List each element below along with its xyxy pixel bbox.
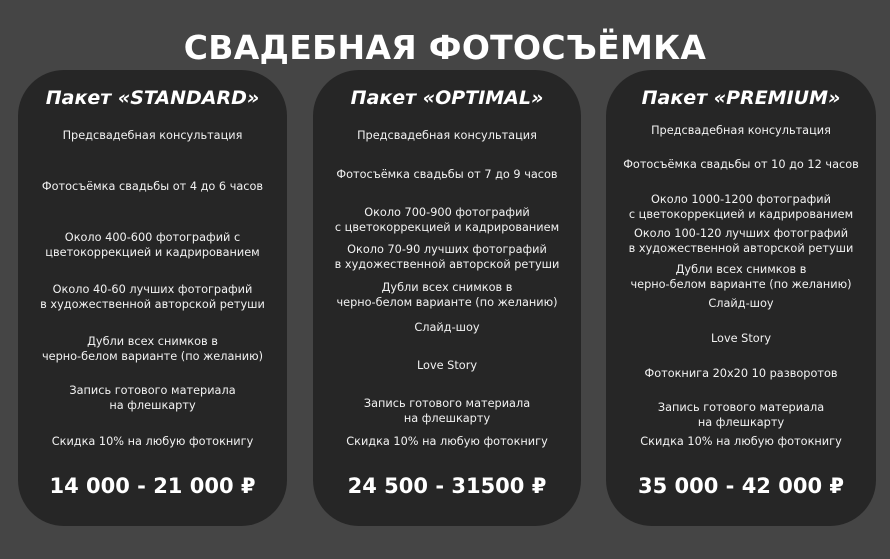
package-feature: Love Story xyxy=(416,359,478,372)
package-feature: Фотосъёмка свадьбы от 7 до 9 часов xyxy=(336,168,558,181)
package-title: Пакет «STANDARD» xyxy=(45,87,260,109)
package-card-premium xyxy=(606,70,876,526)
package-feature: Дубли всех снимков в черно-белом варианте (по желанию) xyxy=(630,263,852,291)
package-title: Пакет «PREMIUM» xyxy=(641,87,841,109)
package-title: Пакет «OPTIMAL» xyxy=(350,87,544,109)
page-title: СВАДЕБНАЯ ФОТОСЪЁМКА xyxy=(183,28,707,67)
package-feature: Love Story xyxy=(710,332,772,345)
package-feature: Предсвадебная консультация xyxy=(62,129,243,142)
package-price: 24 500 - 31500 ₽ xyxy=(347,474,547,498)
package-feature: Дубли всех снимков в черно-белом варианте (по желанию) xyxy=(336,281,558,309)
package-feature: Запись готового материала на флешкарту xyxy=(69,384,236,412)
package-feature: Скидка 10% на любую фотокнигу xyxy=(640,435,842,448)
package-feature: Предсвадебная консультация xyxy=(357,129,537,142)
package-feature: Скидка 10% на любую фотокнигу xyxy=(346,435,548,448)
package-feature: Около 400-600 фотографий с цветокоррекцией и кадрированием xyxy=(45,231,260,259)
package-feature: Фотокнига 20х20 10 разворотов xyxy=(644,367,838,380)
package-feature: Около 100-120 лучших фотографий в художественной авторской ретуши xyxy=(628,227,854,255)
package-feature: Около 700-900 фотографий с цветокоррекцией и кадрированием xyxy=(334,206,560,234)
package-feature: Запись готового материала на флешкарту xyxy=(657,401,825,429)
package-feature: Слайд-шоу xyxy=(708,297,774,310)
package-feature: Около 70-90 лучших фотографий в художественной авторской ретуши xyxy=(334,243,560,271)
package-feature: Около 40-60 лучших фотографий в художественной авторской ретуши xyxy=(40,283,265,311)
package-card-optimal xyxy=(313,70,581,526)
package-price: 14 000 - 21 000 ₽ xyxy=(49,474,256,498)
package-feature: Скидка 10% на любую фотокнигу xyxy=(51,435,254,448)
package-feature: Около 1000-1200 фотографий с цветокоррекцией и кадрированием xyxy=(628,193,854,221)
package-price: 35 000 - 42 000 ₽ xyxy=(637,474,844,498)
package-feature: Запись готового материала на флешкарту xyxy=(363,397,531,425)
package-feature: Слайд-шоу xyxy=(414,321,480,334)
package-feature: Фотосъёмка свадьбы от 4 до 6 часов xyxy=(41,180,264,193)
package-feature: Дубли всех снимков в черно-белом варианте (по желанию) xyxy=(41,335,264,363)
package-feature: Фотосъёмка свадьбы от 10 до 12 часов xyxy=(623,158,859,171)
package-card-standard xyxy=(18,70,287,526)
package-feature: Предсвадебная консультация xyxy=(651,124,831,137)
